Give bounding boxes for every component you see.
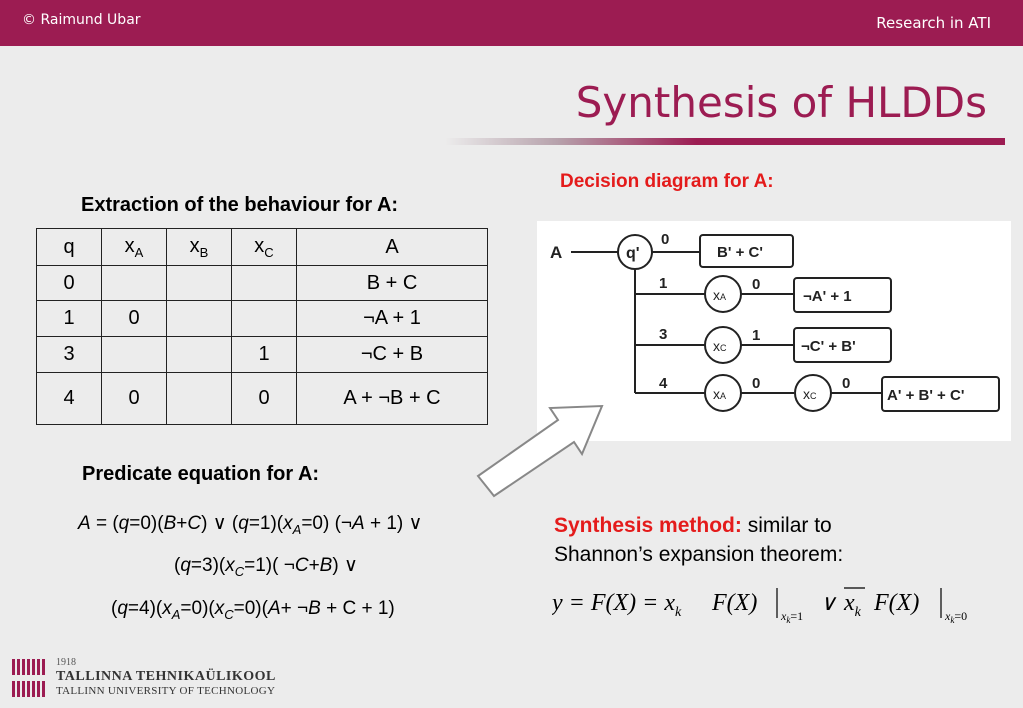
table-row <box>37 301 488 337</box>
root-label: A <box>550 243 563 262</box>
logo-name: TALLINNA TEHNIKAÜLIKOOL <box>56 669 276 684</box>
extraction-heading: Extraction of the behaviour for A: <box>81 194 399 216</box>
table-header-cell: A <box>297 229 488 266</box>
table-cell <box>232 266 297 301</box>
branch-label-0: 0 <box>661 231 670 248</box>
predicate-line-2: $(q=3)(x_C=1)$( ¬C+B) ∨ <box>174 555 358 579</box>
formula-mid: F(X) <box>712 590 758 616</box>
synthesis-method <box>554 511 843 569</box>
table-cell <box>167 337 232 373</box>
table-cell: A + ¬B + C <box>297 373 488 425</box>
formula-cond-0: $x_k=0$ <box>945 609 968 625</box>
edge-label: 0 <box>752 375 761 392</box>
table-cell <box>102 266 167 301</box>
table-cell: 0 <box>37 266 102 301</box>
edge-label: 1 <box>752 327 761 344</box>
table-header-cell: q <box>37 229 102 266</box>
shannon-formula <box>552 580 992 632</box>
logo-name-en: TALLINN UNIVERSITY OF TECHNOLOGY <box>56 685 276 697</box>
table-cell <box>167 301 232 337</box>
synthesis-method-text-2: Shannon’s expansion theorem: <box>554 543 844 566</box>
table-header-row <box>37 229 488 266</box>
university-logo <box>12 657 312 701</box>
table-cell <box>167 266 232 301</box>
terminal-label: B' + C' <box>717 244 763 261</box>
logo-year: 1918 <box>56 657 76 668</box>
diagram-heading: Decision diagram for A: <box>560 171 774 192</box>
table-cell: ¬C + B <box>297 337 488 373</box>
formula-or: ∨ <box>820 590 837 615</box>
predicate-line-3: $(q=4)(x_A=0)(x_C=0)(A+$ ¬B + C + 1) <box>111 598 395 622</box>
formula-lhs: $y = F(X) = x_k$ <box>552 590 682 620</box>
q-node-label: q' <box>626 245 640 262</box>
university-logo-mark-icon <box>12 659 48 697</box>
formula-xbar: $x_k$ <box>844 590 861 620</box>
table-cell: 0 <box>232 373 297 425</box>
table-header-cell: $x_A$ <box>102 229 167 266</box>
table-cell: 1 <box>37 301 102 337</box>
copyright-text: © Raimund Ubar <box>22 12 141 28</box>
synthesis-method-label: Synthesis method: <box>554 514 742 537</box>
table-cell: 0 <box>102 373 167 425</box>
synthesis-method-text-1: similar to <box>741 514 832 537</box>
table-cell: B + C <box>297 266 488 301</box>
header-bar <box>0 0 1023 46</box>
table-cell: 1 <box>232 337 297 373</box>
predicate-heading: Predicate equation for A: <box>82 463 320 485</box>
arrow-icon <box>470 398 610 498</box>
title-divider <box>445 138 1005 145</box>
node-xa-label: xA <box>713 287 727 303</box>
predicate-line-1: A = (q=0)(B+C) ∨ $(q=1)(x_A=0)$ (¬A + 1) ∨ <box>78 513 423 537</box>
terminal-label: ¬A' + 1 <box>803 288 852 305</box>
branch-label-3: 3 <box>659 326 668 343</box>
table-cell <box>232 301 297 337</box>
table-cell: 0 <box>102 301 167 337</box>
slide-title: Synthesis of HLDDs <box>575 78 987 127</box>
formula-cond-1: $x_k=1$ <box>781 609 804 625</box>
table-header-cell: $x_B$ <box>167 229 232 266</box>
branch-label-1: 1 <box>659 275 668 292</box>
node-xc-label: xC <box>713 338 727 354</box>
table-cell <box>102 337 167 373</box>
table-cell <box>167 373 232 425</box>
terminal-label: ¬C' + B' <box>801 338 856 355</box>
edge-label: 0 <box>842 375 851 392</box>
table-cell: 4 <box>37 373 102 425</box>
formula-rhs: F(X) <box>874 590 920 616</box>
header-context: Research in ATI <box>876 14 991 32</box>
table-row <box>37 373 488 425</box>
node-xc-label: xC <box>803 386 817 402</box>
edge-label: 0 <box>752 276 761 293</box>
branch-label-4: 4 <box>659 375 668 392</box>
behaviour-table <box>36 228 488 425</box>
table-row <box>37 266 488 301</box>
table-cell: 3 <box>37 337 102 373</box>
table-header-cell: $x_C$ <box>232 229 297 266</box>
table-cell: ¬A + 1 <box>297 301 488 337</box>
node-xa-label: xA <box>713 386 727 402</box>
table-row <box>37 337 488 373</box>
terminal-label: A' + B' + C' <box>887 387 965 404</box>
